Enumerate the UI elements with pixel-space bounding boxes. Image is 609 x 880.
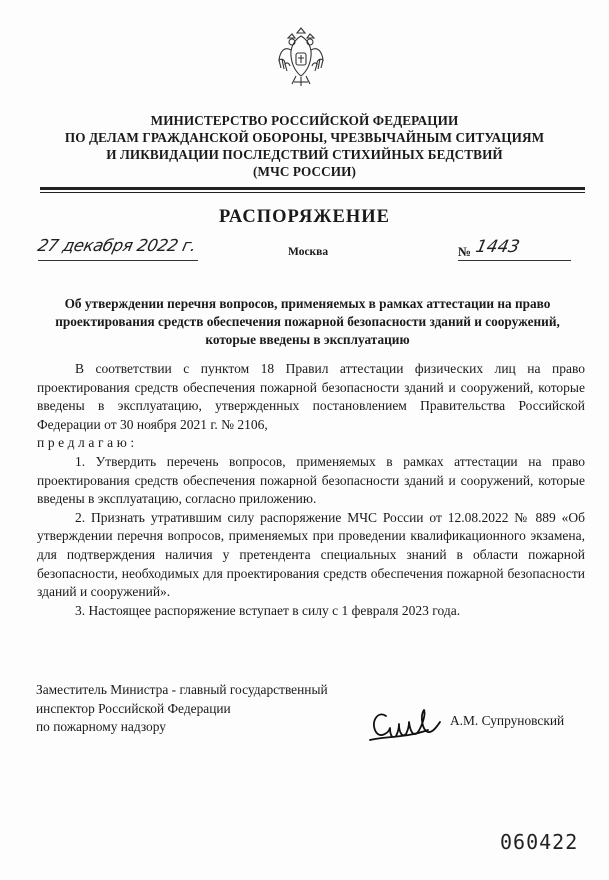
document-body — [37, 360, 585, 620]
signer-name: А.М. Супруновский — [450, 713, 565, 728]
number-sign: № — [458, 244, 472, 259]
body-item-2: 2. Признать утратившим силу распоряжение МЧС России от 12.08.2022 № 889 «Об утверждении перечня вопросов, применяемых при проведении квалификационного экзамена, для подтверждения наличия у претендента специальных знаний в области пожарной безопасности, необходимых для проектирования средств обеспечения пожарной безопасности зданий и сооружений». — [37, 509, 585, 600]
resolve-word: предлагаю: — [37, 435, 138, 451]
ministry-line: (МЧС РОССИИ) — [253, 164, 356, 179]
ministry-name — [0, 112, 609, 180]
date-underline — [38, 260, 198, 261]
signer-position — [36, 681, 328, 737]
signer-position-line: по пожарному надзору — [36, 719, 166, 734]
document-number: 1443 — [473, 237, 522, 257]
header-divider-thin — [40, 192, 585, 193]
ministry-line: ПО ДЕЛАМ ГРАЖДАНСКОЙ ОБОРОНЫ, ЧРЕЗВЫЧАЙНЫМ СИТУАЦИЯМ — [64, 130, 545, 145]
ministry-line: И ЛИКВИДАЦИИ ПОСЛЕДСТВИЙ СТИХИЙНЫХ БЕДСТВИЙ — [106, 147, 503, 162]
document-code: 060422 — [500, 830, 579, 854]
signer-position-line: инспектор Российской Федерации — [36, 700, 231, 716]
document-city: Москва — [288, 246, 329, 258]
intro-paragraph — [37, 360, 585, 453]
body-item-1: 1. Утвердить перечень вопросов, применяемых в рамках аттестации на право проектирования средств обеспечения пожарной безопасности зданий и сооружений, которые введены в эксплуатацию, согласно приложению. — [37, 453, 585, 507]
document-subject: Об утверждении перечня вопросов, применяемых в рамках аттестации на право проектирования средств обеспечения пожарной безопасности зданий и сооружений, которые введены в эксплуатацию — [55, 296, 560, 347]
document-date: 27 декабря 2022 г. — [35, 236, 198, 255]
document-type-title: РАСПОРЯЖЕНИЕ — [218, 207, 390, 227]
signer-position-line: Заместитель Министра - главный государственный — [36, 682, 328, 697]
handwritten-signature — [366, 700, 444, 746]
header-divider-thick — [40, 187, 585, 190]
coat-of-arms-emblem — [276, 26, 326, 88]
intro-text: В соответствии с пунктом 18 Правил аттестации физических лиц на право проектирования средств обеспечения пожарной безопасности зданий и сооружений, которые введены в эксплуатацию, утвержденных постановлением Правительства Российской Федерации от 30 ноября 2021 г. № 2106, — [37, 361, 585, 432]
ministry-line: МИНИСТЕРСТВО РОССИЙСКОЙ ФЕДЕРАЦИИ — [150, 113, 459, 128]
number-underline — [458, 260, 571, 261]
body-item-3: 3. Настоящее распоряжение вступает в силу с 1 февраля 2023 года. — [75, 602, 461, 618]
